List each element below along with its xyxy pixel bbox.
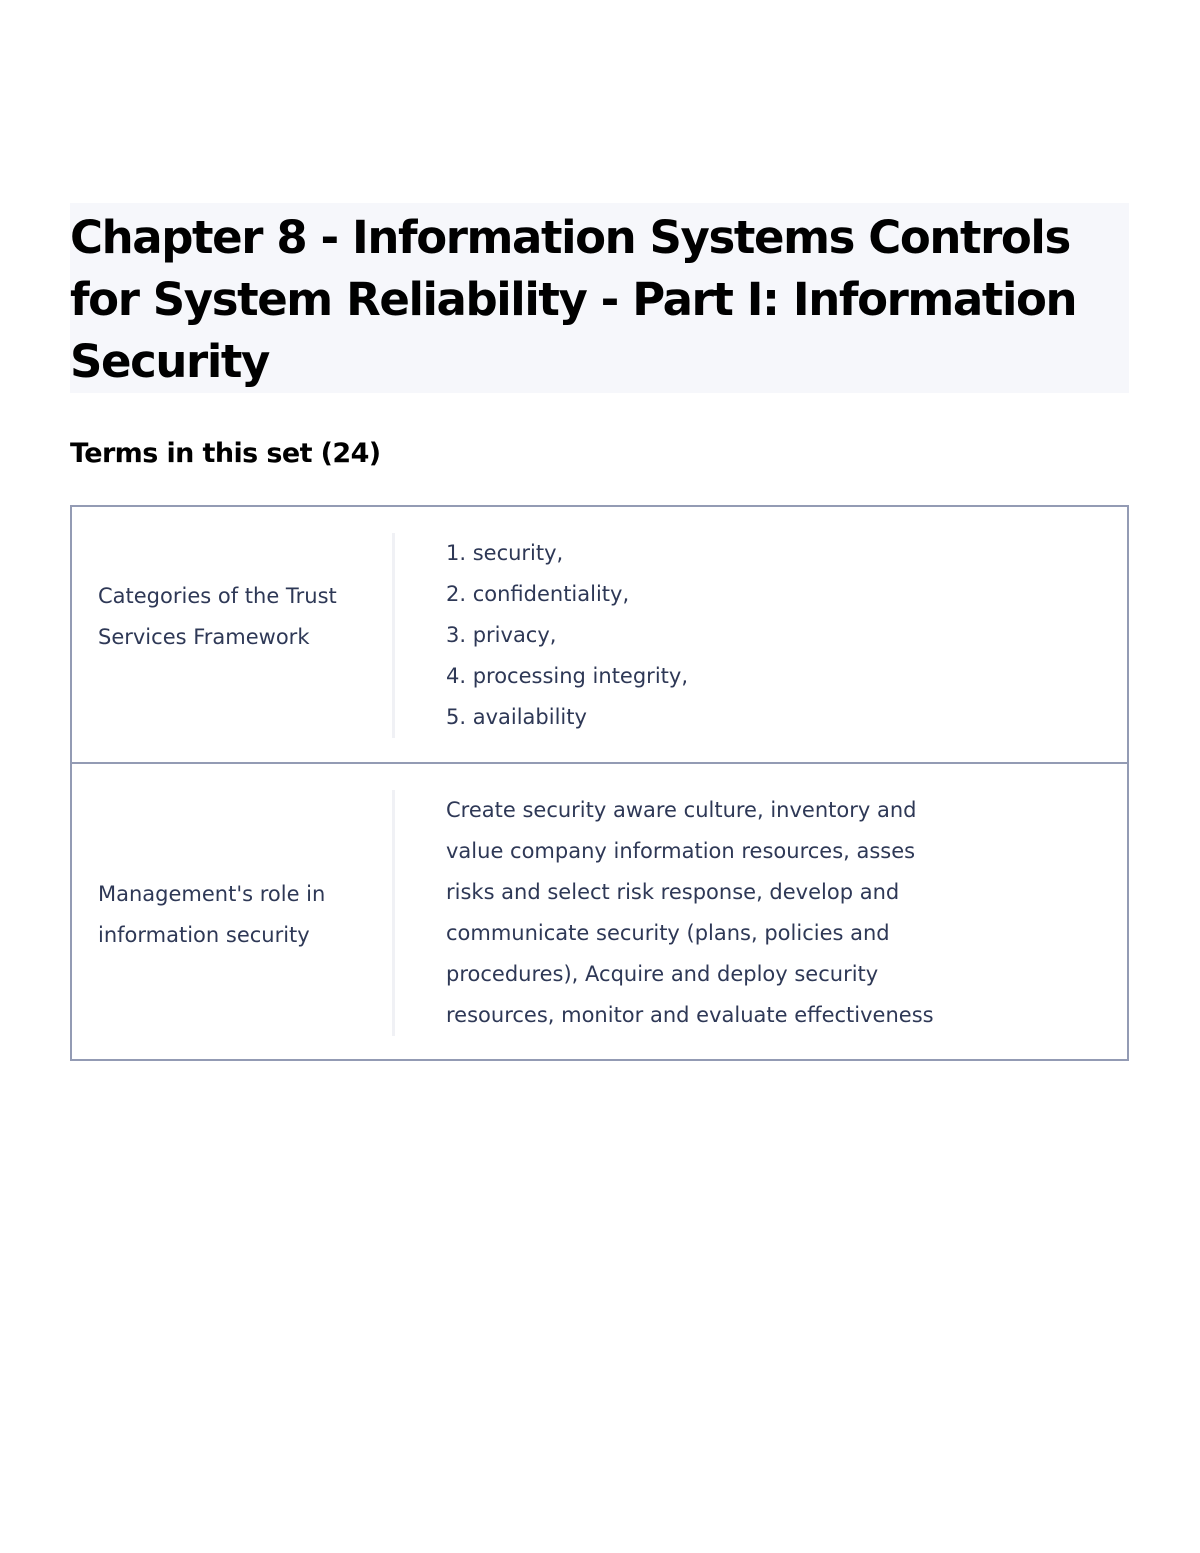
page-title: Chapter 8 - Information Systems Controls for System Reliability - Part I: Information Security [70,211,1077,388]
definition-line: value company information resources, asses [446,839,916,863]
definition-line: Create security aware culture, inventory and [446,798,917,822]
definition-text [446,790,1066,1036]
card-divider [392,533,395,738]
definition-line: 5. availability [446,705,587,729]
definition-line: 2. confidentiality, [446,582,630,606]
term-card [70,762,1129,1061]
term-text: Categories of the Trust Services Framework [98,584,337,649]
definition-line: resources, monitor and evaluate effectiveness [446,1003,934,1027]
definition-line: risks and select risk response, develop and [446,880,900,904]
term-text: Management's role in information security [98,882,326,947]
definition-line: 4. processing integrity, [446,664,688,688]
card-divider [392,790,395,1036]
definition-line: 3. privacy, [446,623,557,647]
definition-line: communicate security (plans, policies and [446,921,890,945]
terms-count-heading: Terms in this set (24) [70,438,381,469]
title-block [70,203,1129,393]
term-card [70,505,1129,764]
definition-line: procedures), Acquire and deploy security [446,962,879,986]
definition-text [446,533,1066,738]
definition-line: 1. security, [446,541,564,565]
